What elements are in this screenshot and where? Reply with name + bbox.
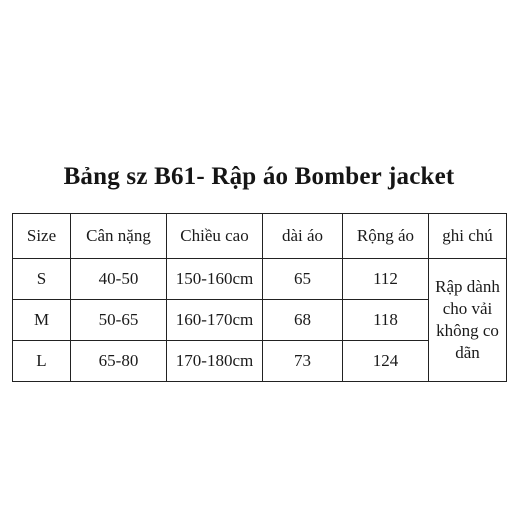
cell-weight: 40-50 xyxy=(71,259,167,300)
cell-height: 160-170cm xyxy=(167,300,263,341)
cell-size: S xyxy=(13,259,71,300)
cell-length: 73 xyxy=(263,341,343,382)
page-title: Bảng sz B61- Rập áo Bomber jacket xyxy=(63,163,455,190)
table-row xyxy=(13,259,507,300)
cell-length: 68 xyxy=(263,300,343,341)
cell-weight: 65-80 xyxy=(71,341,167,382)
header-note: ghi chú xyxy=(429,214,507,259)
cell-weight: 50-65 xyxy=(71,300,167,341)
cell-size: M xyxy=(13,300,71,341)
header-weight: Cân nặng xyxy=(71,214,167,259)
table-header-row xyxy=(13,214,507,259)
cell-size: L xyxy=(13,341,71,382)
cell-length: 65 xyxy=(263,259,343,300)
header-height: Chiều cao xyxy=(167,214,263,259)
header-length: dài áo xyxy=(263,214,343,259)
header-width: Rộng áo xyxy=(343,214,429,259)
cell-width: 112 xyxy=(343,259,429,300)
cell-height: 150-160cm xyxy=(167,259,263,300)
header-size: Size xyxy=(13,214,71,259)
cell-height: 170-180cm xyxy=(167,341,263,382)
cell-width: 124 xyxy=(343,341,429,382)
cell-note: Rập dành cho vải không co dãn xyxy=(429,259,507,382)
cell-width: 118 xyxy=(343,300,429,341)
size-chart-table xyxy=(12,213,507,382)
